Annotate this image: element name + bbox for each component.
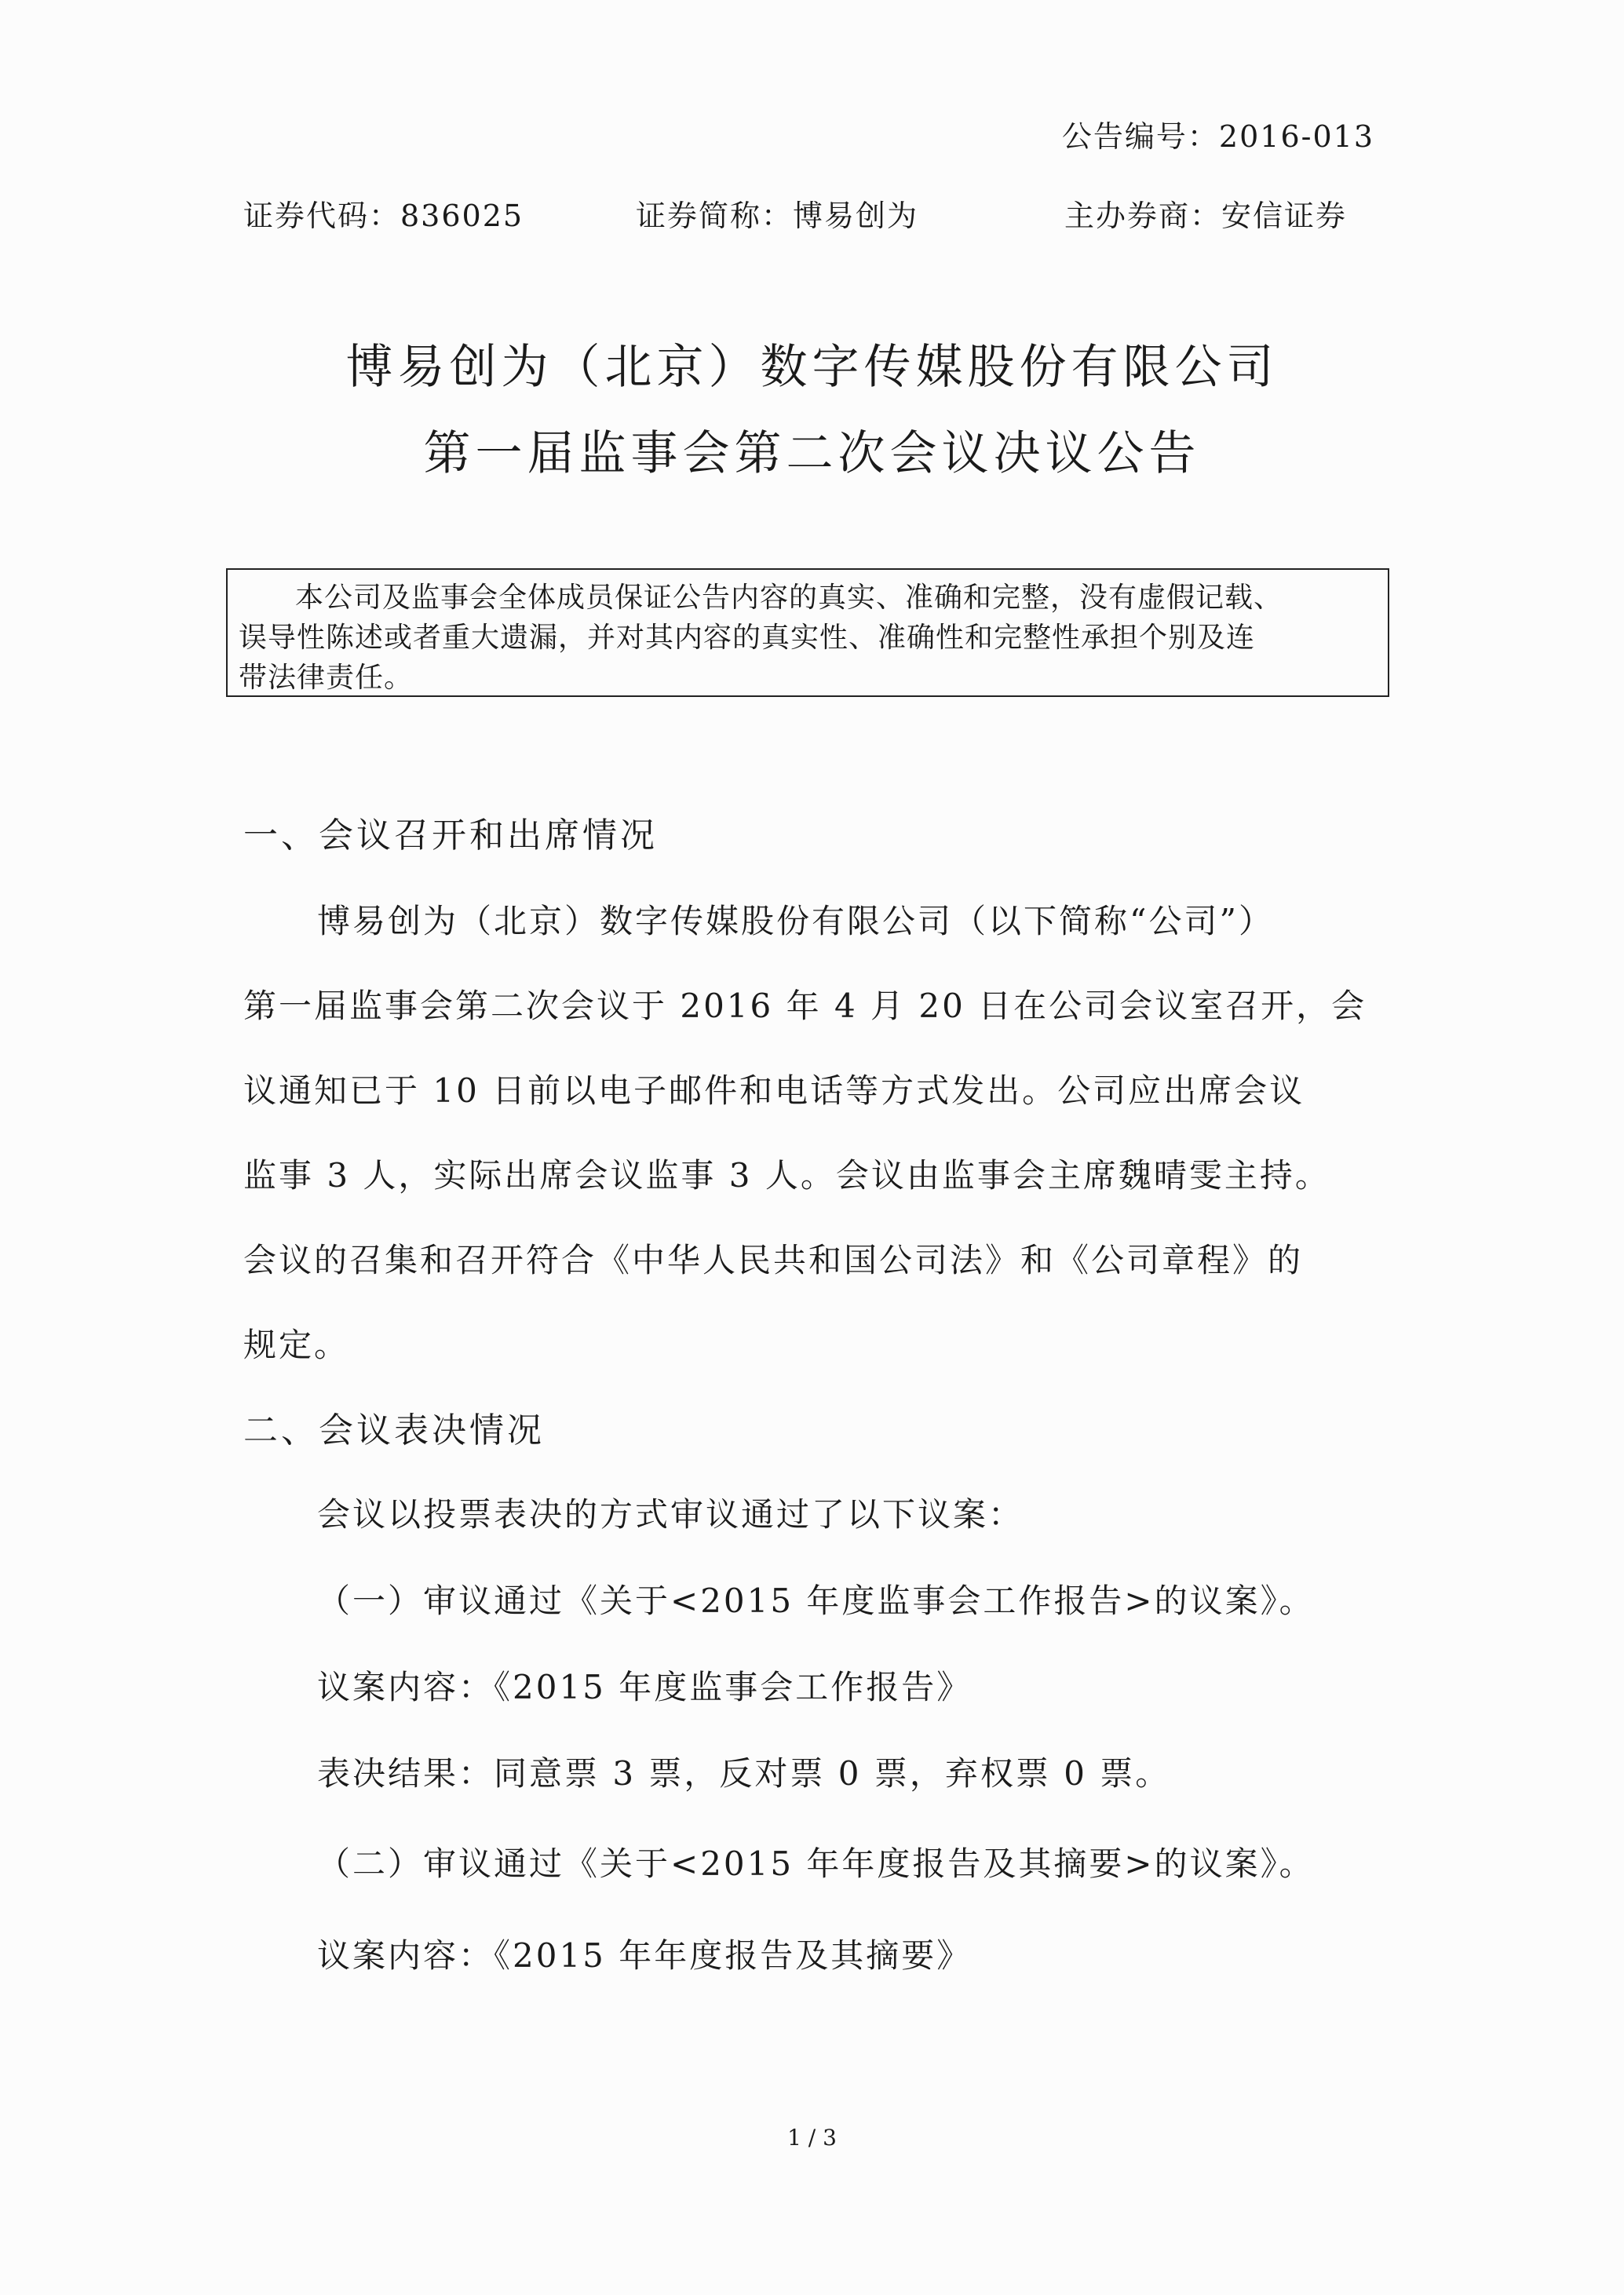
disclaimer-box	[226, 568, 1389, 697]
paragraph-line: 规定。	[243, 1326, 350, 1364]
paragraph-line: 议通知已于 10 日前以电子邮件和电话等方式发出。公司应出席会议	[243, 1071, 1305, 1110]
document-title-subject: 第一届监事会第二次会议决议公告	[423, 426, 1201, 481]
paragraph-line: 会议的召集和召开符合《中华人民共和国公司法》和《公司章程》的	[243, 1241, 1304, 1279]
meeting-paragraph	[243, 879, 1389, 1388]
security-code: 证券代码：836025	[243, 199, 524, 233]
page-number: 1 / 3	[787, 2125, 837, 2151]
disclaimer-line: 误导性陈述或者重大遗漏，并对其内容的真实性、准确性和完整性承担个别及连	[239, 622, 1256, 654]
announcement-number: 公告编号：2016-013	[1061, 119, 1374, 154]
voting-intro: 会议以投票表决的方式审议通过了以下议案：	[317, 1495, 1024, 1534]
motion-1-result: 表决结果：同意票 3 票，反对票 0 票，弃权票 0 票。	[317, 1754, 1171, 1793]
motion-1-title: （一）审议通过《关于<2015 年度监事会工作报告>的议案》。	[317, 1582, 1315, 1620]
motion-2-content: 议案内容：《2015 年年度报告及其摘要》	[317, 1936, 973, 1975]
document-title-company: 博易创为（北京）数字传媒股份有限公司	[345, 340, 1279, 395]
section-heading-meeting: 一、会议召开和出席情况	[243, 815, 658, 856]
lead-broker: 主办券商：安信证券	[1064, 199, 1348, 233]
motion-1-content: 议案内容：《2015 年度监事会工作报告》	[317, 1668, 973, 1706]
disclaimer-line: 本公司及监事会全体成员保证公告内容的真实、准确和完整，没有虚假记载、	[295, 582, 1283, 614]
disclaimer-line: 带法律责任。	[239, 662, 414, 694]
section-heading-voting: 二、会议表决情况	[243, 1410, 545, 1450]
paragraph-line: 监事 3 人，实际出席会议监事 3 人。会议由监事会主席魏晴雯主持。	[243, 1156, 1330, 1195]
security-info-row	[243, 192, 1374, 231]
paragraph-line: 博易创为（北京）数字传媒股份有限公司（以下简称“公司”）	[317, 902, 1274, 940]
motion-2-title: （二）审议通过《关于<2015 年年度报告及其摘要>的议案》。	[317, 1844, 1315, 1883]
paragraph-line: 第一届监事会第二次会议于 2016 年 4 月 20 日在公司会议室召开，会	[243, 987, 1367, 1025]
security-abbreviation: 证券简称：博易创为	[636, 199, 919, 233]
